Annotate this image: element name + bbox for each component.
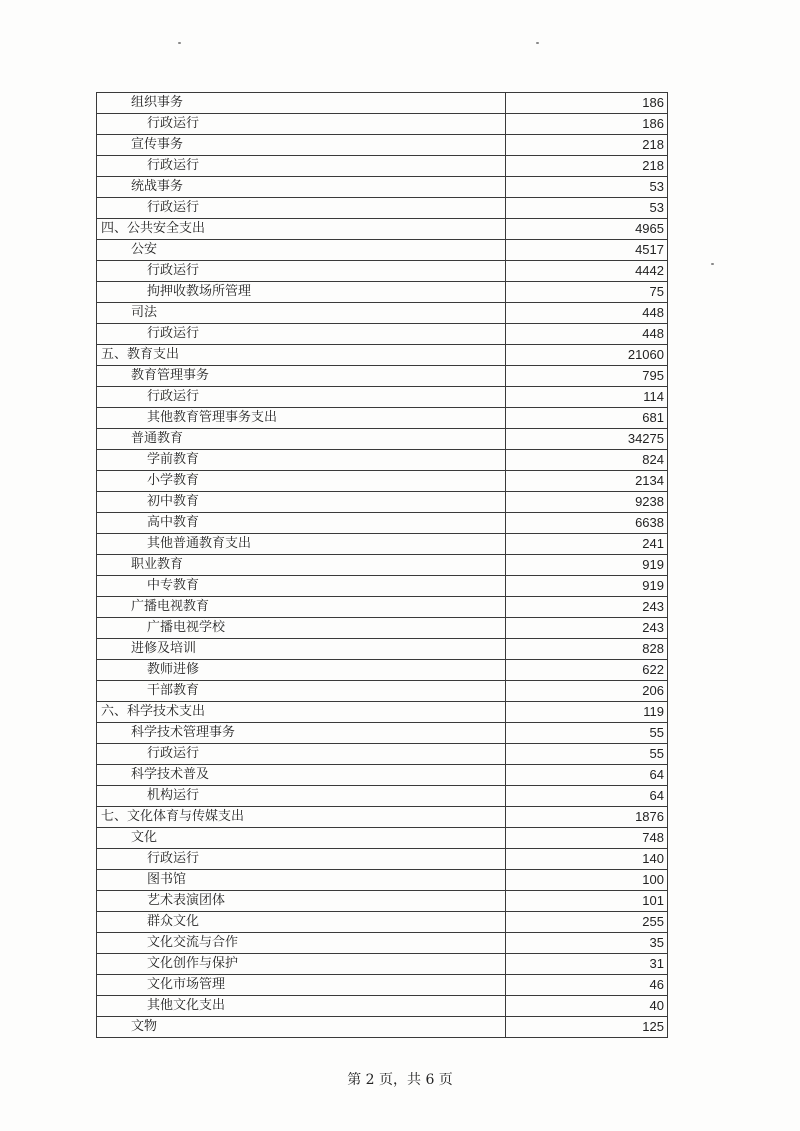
item-name-cell <box>97 849 506 870</box>
item-name: 中专教育 <box>147 578 200 593</box>
table-row <box>97 660 668 681</box>
item-name-cell <box>97 408 506 429</box>
item-name: 行政运行 <box>147 116 200 131</box>
item-amount: 2134 <box>506 471 668 492</box>
table-row <box>97 93 668 114</box>
scan-speck <box>536 42 539 44</box>
item-name: 统战事务 <box>131 179 184 194</box>
item-name: 七、文化体育与传媒支出 <box>101 809 245 824</box>
table-row <box>97 177 668 198</box>
item-name: 职业教育 <box>131 557 184 572</box>
item-amount: 119 <box>506 702 668 723</box>
item-name: 行政运行 <box>147 746 200 761</box>
item-name-cell <box>97 177 506 198</box>
item-name-cell <box>97 135 506 156</box>
item-name-cell <box>97 576 506 597</box>
item-name-cell <box>97 723 506 744</box>
item-name: 行政运行 <box>147 158 200 173</box>
table-row <box>97 849 668 870</box>
table-row <box>97 933 668 954</box>
item-amount: 125 <box>506 1017 668 1038</box>
item-amount: 35 <box>506 933 668 954</box>
table-row <box>97 219 668 240</box>
table-row <box>97 492 668 513</box>
item-amount: 218 <box>506 135 668 156</box>
item-amount: 9238 <box>506 492 668 513</box>
table-row <box>97 597 668 618</box>
item-name: 其他普通教育支出 <box>147 536 252 551</box>
table-row <box>97 702 668 723</box>
item-amount: 206 <box>506 681 668 702</box>
table-row <box>97 639 668 660</box>
item-amount: 186 <box>506 114 668 135</box>
item-name-cell <box>97 702 506 723</box>
item-amount: 31 <box>506 954 668 975</box>
item-name: 初中教育 <box>147 494 200 509</box>
item-name: 教师进修 <box>147 662 200 677</box>
item-name-cell <box>97 597 506 618</box>
item-amount: 140 <box>506 849 668 870</box>
item-name: 公安 <box>131 242 158 257</box>
table-row <box>97 555 668 576</box>
table-row <box>97 807 668 828</box>
budget-table <box>96 92 668 1038</box>
item-name-cell <box>97 156 506 177</box>
table-row <box>97 450 668 471</box>
item-name: 艺术表演团体 <box>147 893 226 908</box>
item-amount: 21060 <box>506 345 668 366</box>
table-row <box>97 471 668 492</box>
item-name: 组织事务 <box>131 95 184 110</box>
table-row <box>97 135 668 156</box>
item-amount: 53 <box>506 198 668 219</box>
item-name-cell <box>97 513 506 534</box>
item-name-cell <box>97 261 506 282</box>
item-name: 科学技术管理事务 <box>131 725 236 740</box>
table-row <box>97 408 668 429</box>
item-name: 行政运行 <box>147 389 200 404</box>
table-row <box>97 240 668 261</box>
item-amount: 1876 <box>506 807 668 828</box>
item-name-cell <box>97 681 506 702</box>
scan-speck <box>711 263 714 265</box>
item-name-cell <box>97 345 506 366</box>
item-name: 进修及培训 <box>131 641 197 656</box>
table-row <box>97 513 668 534</box>
item-name: 教育管理事务 <box>131 368 210 383</box>
item-amount: 919 <box>506 555 668 576</box>
item-name: 拘押收教场所管理 <box>147 284 252 299</box>
item-name-cell <box>97 828 506 849</box>
item-amount: 114 <box>506 387 668 408</box>
item-name: 六、科学技术支出 <box>101 704 206 719</box>
item-name: 文化交流与合作 <box>147 935 239 950</box>
item-name-cell <box>97 891 506 912</box>
item-amount: 55 <box>506 723 668 744</box>
item-amount: 34275 <box>506 429 668 450</box>
item-name: 文化市场管理 <box>147 977 226 992</box>
item-amount: 64 <box>506 786 668 807</box>
item-amount: 55 <box>506 744 668 765</box>
item-amount: 6638 <box>506 513 668 534</box>
item-name: 文物 <box>131 1019 158 1034</box>
item-name: 群众文化 <box>147 914 200 929</box>
item-amount: 448 <box>506 303 668 324</box>
item-amount: 100 <box>506 870 668 891</box>
table-row <box>97 366 668 387</box>
item-name-cell <box>97 492 506 513</box>
item-name: 学前教育 <box>147 452 200 467</box>
item-amount: 824 <box>506 450 668 471</box>
item-name: 司法 <box>131 305 158 320</box>
item-name: 行政运行 <box>147 263 200 278</box>
table-row <box>97 303 668 324</box>
item-name-cell <box>97 219 506 240</box>
item-name: 普通教育 <box>131 431 184 446</box>
item-name: 行政运行 <box>147 200 200 215</box>
table-row <box>97 114 668 135</box>
item-name-cell <box>97 303 506 324</box>
item-name-cell <box>97 93 506 114</box>
item-amount: 828 <box>506 639 668 660</box>
item-name: 广播电视教育 <box>131 599 210 614</box>
item-name-cell <box>97 912 506 933</box>
item-name-cell <box>97 324 506 345</box>
page-number: 第 2 页，共 6 页 <box>347 1072 453 1088</box>
item-name-cell <box>97 933 506 954</box>
table-row <box>97 870 668 891</box>
item-amount: 75 <box>506 282 668 303</box>
table-row <box>97 534 668 555</box>
item-name-cell <box>97 786 506 807</box>
item-amount: 622 <box>506 660 668 681</box>
table-row <box>97 891 668 912</box>
table-row <box>97 681 668 702</box>
table-row <box>97 618 668 639</box>
item-name: 机构运行 <box>147 788 200 803</box>
item-amount: 795 <box>506 366 668 387</box>
item-amount: 4442 <box>506 261 668 282</box>
table-row <box>97 282 668 303</box>
item-name-cell <box>97 471 506 492</box>
item-name-cell <box>97 660 506 681</box>
item-name-cell <box>97 618 506 639</box>
item-name-cell <box>97 765 506 786</box>
item-name-cell <box>97 534 506 555</box>
table-row <box>97 786 668 807</box>
table-row <box>97 975 668 996</box>
item-name: 行政运行 <box>147 851 200 866</box>
item-amount: 243 <box>506 618 668 639</box>
item-name-cell <box>97 639 506 660</box>
item-name: 其他教育管理事务支出 <box>147 410 278 425</box>
item-name: 科学技术普及 <box>131 767 210 782</box>
item-amount: 64 <box>506 765 668 786</box>
item-name-cell <box>97 240 506 261</box>
item-amount: 40 <box>506 996 668 1017</box>
item-name-cell <box>97 114 506 135</box>
table-row <box>97 744 668 765</box>
item-name-cell <box>97 975 506 996</box>
item-name-cell <box>97 954 506 975</box>
table-row <box>97 156 668 177</box>
item-name: 广播电视学校 <box>147 620 226 635</box>
table-row <box>97 576 668 597</box>
table-row <box>97 324 668 345</box>
scan-speck <box>178 42 181 44</box>
item-name-cell <box>97 387 506 408</box>
item-amount: 919 <box>506 576 668 597</box>
table-row <box>97 1017 668 1038</box>
table-row <box>97 912 668 933</box>
item-name-cell <box>97 555 506 576</box>
table-row <box>97 765 668 786</box>
item-amount: 243 <box>506 597 668 618</box>
table-row <box>97 345 668 366</box>
item-name: 文化 <box>131 830 158 845</box>
item-amount: 46 <box>506 975 668 996</box>
item-amount: 4517 <box>506 240 668 261</box>
budget-table-body <box>97 93 668 1038</box>
item-name: 干部教育 <box>147 683 200 698</box>
item-amount: 218 <box>506 156 668 177</box>
item-name-cell <box>97 429 506 450</box>
item-name: 五、教育支出 <box>101 347 180 362</box>
table-row <box>97 387 668 408</box>
table-row <box>97 828 668 849</box>
item-amount: 448 <box>506 324 668 345</box>
item-name-cell <box>97 996 506 1017</box>
item-name-cell <box>97 870 506 891</box>
item-name-cell <box>97 450 506 471</box>
table-row <box>97 429 668 450</box>
item-name-cell <box>97 744 506 765</box>
item-name-cell <box>97 198 506 219</box>
item-name: 行政运行 <box>147 326 200 341</box>
item-amount: 53 <box>506 177 668 198</box>
item-name-cell <box>97 1017 506 1038</box>
item-name: 其他文化支出 <box>147 998 226 1013</box>
item-amount: 186 <box>506 93 668 114</box>
table-row <box>97 954 668 975</box>
item-name-cell <box>97 807 506 828</box>
item-name: 四、公共安全支出 <box>101 221 206 236</box>
item-name: 图书馆 <box>147 872 187 887</box>
item-amount: 255 <box>506 912 668 933</box>
table-row <box>97 723 668 744</box>
item-name: 高中教育 <box>147 515 200 530</box>
item-name: 小学教育 <box>147 473 200 488</box>
item-name: 宣传事务 <box>131 137 184 152</box>
item-amount: 241 <box>506 534 668 555</box>
item-amount: 101 <box>506 891 668 912</box>
item-name: 文化创作与保护 <box>147 956 239 971</box>
table-row <box>97 261 668 282</box>
item-name-cell <box>97 366 506 387</box>
item-amount: 681 <box>506 408 668 429</box>
item-amount: 748 <box>506 828 668 849</box>
table-row <box>97 996 668 1017</box>
item-amount: 4965 <box>506 219 668 240</box>
table-row <box>97 198 668 219</box>
item-name-cell <box>97 282 506 303</box>
